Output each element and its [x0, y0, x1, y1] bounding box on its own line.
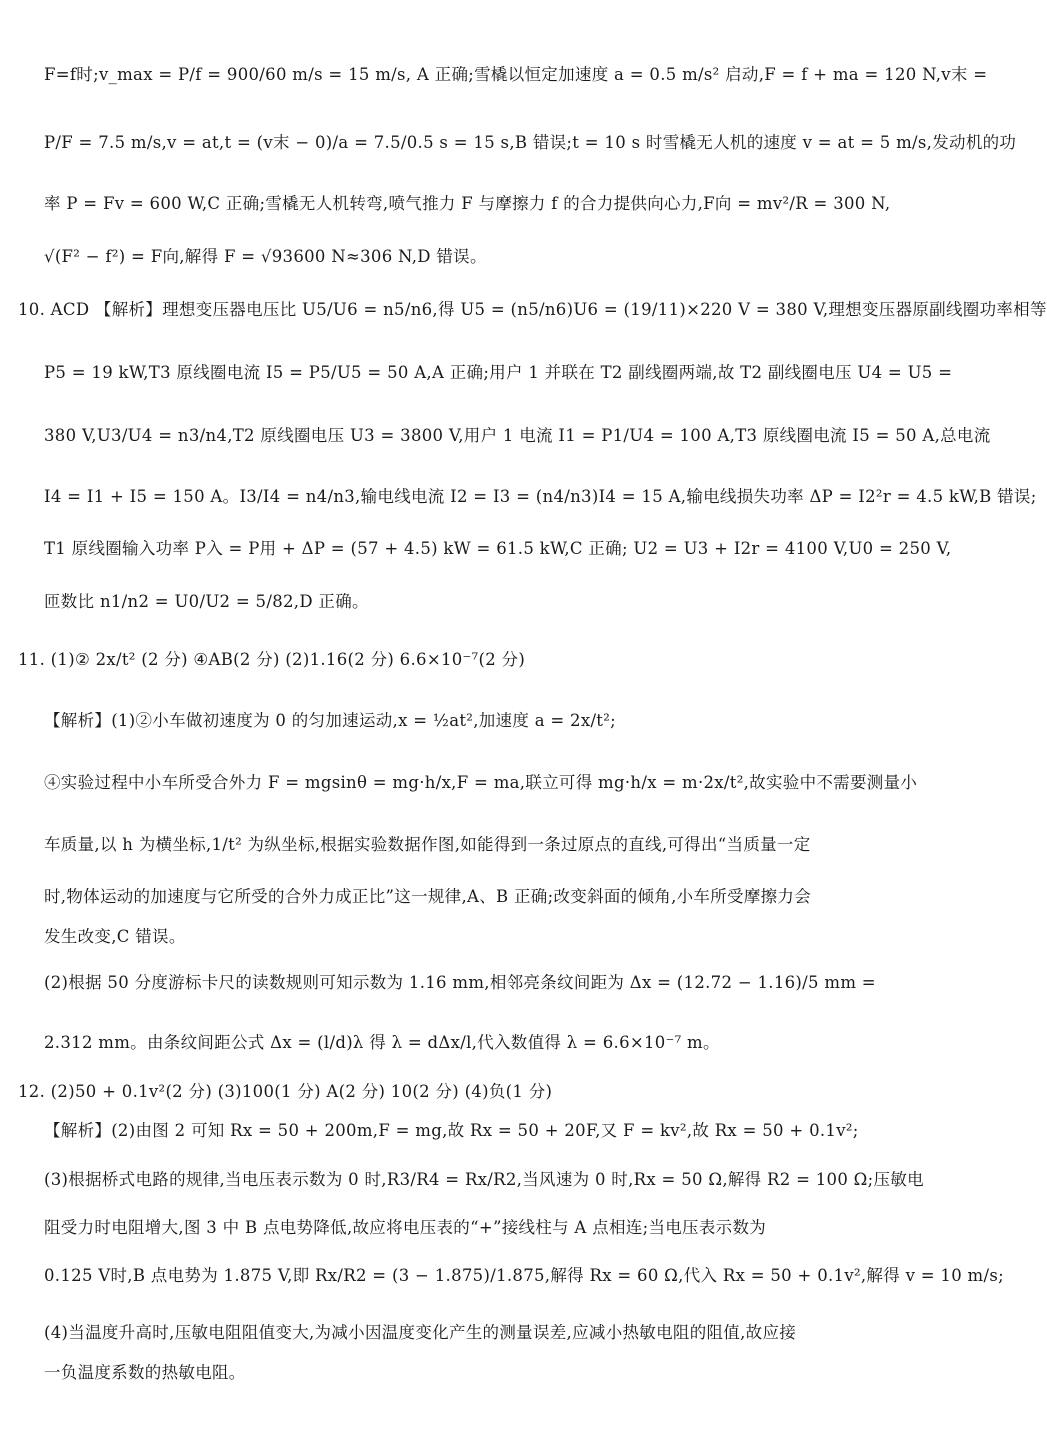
- question-11-answer: 11. (1)② 2x/t² (2 分) ④AB(2 分) (2)1.16(2 分) 6.6×10⁻⁷(2 分): [18, 650, 526, 669]
- text-line: (4)当温度升高时,压敏电阻阻值变大,为减小因温度变化产生的测量误差,应减小热敏电阻的阻值,故应接: [44, 1323, 797, 1342]
- text-line: I4 = I1 + I5 = 150 A。I3/I4 = n4/n3,输电线电流 I2 = I3 = (n4/n3)I4 = 15 A,输电线损失功率 ΔP = I2²r = 4.5 kW,B 错误;: [44, 487, 1037, 506]
- text-line: 0.125 V时,B 点电势为 1.875 V,即 Rx/R2 = (3 − 1.875)/1.875,解得 Rx = 60 Ω,代入 Rx = 50 + 0.1v²,解得 v = 10 m/s;: [44, 1266, 1004, 1285]
- text-line: 一负温度系数的热敏电阻。: [44, 1363, 246, 1382]
- text-line: 【解析】(2)由图 2 可知 Rx = 50 + 200m,F = mg,故 Rx = 50 + 20F,又 F = kv²,故 Rx = 50 + 0.1v²;: [44, 1121, 859, 1140]
- text-line: P5 = 19 kW,T3 原线圈电流 I5 = P5/U5 = 50 A,A 正确;用户 1 并联在 T2 副线圈两端,故 T2 副线圈电压 U4 = U5 =: [44, 363, 953, 382]
- text-line: ④实验过程中小车所受合外力 F = mgsinθ = mg·h/x,F = ma,联立可得 mg·h/x = m·2x/t²,故实验中不需要测量小: [44, 773, 918, 792]
- question-12-answer: 12. (2)50 + 0.1v²(2 分) (3)100(1 分) A(2 分) 10(2 分) (4)负(1 分): [18, 1082, 553, 1101]
- text-line: 时,物体运动的加速度与它所受的合外力成正比”这一规律,A、B 正确;改变斜面的倾角,小车所受摩擦力会: [44, 887, 812, 906]
- question-10-answer: 10. ACD 【解析】理想变压器电压比 U5/U6 = n5/n6,得 U5 = (n5/n6)U6 = (19/11)×220 V = 380 V,理想变压器原副线圈功率相等: [18, 300, 1047, 319]
- text-line: 380 V,U3/U4 = n3/n4,T2 原线圈电压 U3 = 3800 V,用户 1 电流 I1 = P1/U4 = 100 A,T3 原线圈电流 I5 = 50 A,总电流: [44, 426, 991, 445]
- text-line: 车质量,以 h 为横坐标,1/t² 为纵坐标,根据实验数据作图,如能得到一条过原点的直线,可得出“当质量一定: [44, 835, 811, 854]
- text-line: √(F² − f²) = F向,解得 F = √93600 N≈306 N,D 错误。: [44, 247, 487, 266]
- text-line: P/F = 7.5 m/s,v = at,t = (v末 − 0)/a = 7.5/0.5 s = 15 s,B 错误;t = 10 s 时雪橇无人机的速度 v = at = 5 m/s,发动机的功: [44, 133, 1017, 152]
- text-line: 阻受力时电阻增大,图 3 中 B 点电势降低,故应将电压表的“+”接线柱与 A 点相连;当电压表示数为: [44, 1218, 767, 1237]
- text-line: 匝数比 n1/n2 = U0/U2 = 5/82,D 正确。: [44, 592, 369, 611]
- text-line: 率 P = Fv = 600 W,C 正确;雪橇无人机转弯,喷气推力 F 与摩擦力 f 的合力提供向心力,F向 = mv²/R = 300 N,: [44, 194, 891, 213]
- text-line: F=f时;v_max = P/f = 900/60 m/s = 15 m/s, A 正确;雪橇以恒定加速度 a = 0.5 m/s² 启动,F = f + ma = 120 N,v末 =: [44, 65, 988, 84]
- text-line: 发生改变,C 错误。: [44, 927, 186, 946]
- text-line: 【解析】(1)②小车做初速度为 0 的匀加速运动,x = ½at²,加速度 a = 2x/t²;: [44, 711, 617, 730]
- text-line: (2)根据 50 分度游标卡尺的读数规则可知示数为 1.16 mm,相邻亮条纹间距为 Δx = (12.72 − 1.16)/5 mm =: [44, 973, 876, 992]
- text-line: (3)根据桥式电路的规律,当电压表示数为 0 时,R3/R4 = Rx/R2,当风速为 0 时,Rx = 50 Ω,解得 R2 = 100 Ω;压敏电: [44, 1170, 924, 1189]
- text-line: 2.312 mm。由条纹间距公式 Δx = (l/d)λ 得 λ = dΔx/l,代入数值得 λ = 6.6×10⁻⁷ m。: [44, 1033, 720, 1052]
- text-line: T1 原线圈输入功率 P入 = P用 + ΔP = (57 + 4.5) kW = 61.5 kW,C 正确; U2 = U3 + I2r = 4100 V,U0 = 250 V,: [44, 539, 952, 558]
